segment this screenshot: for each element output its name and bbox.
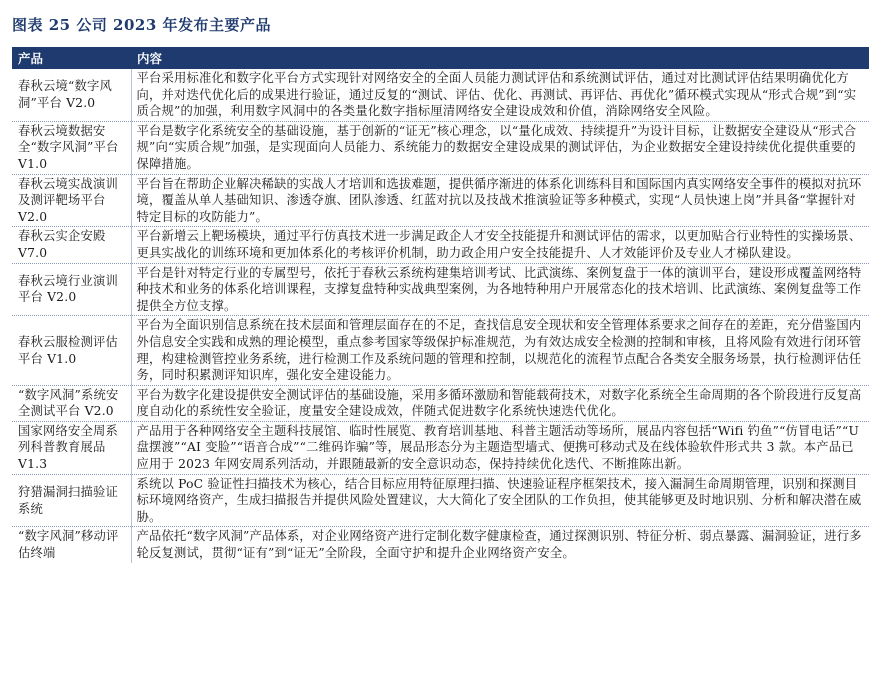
product-content: 平台是数字化系统安全的基础设施，基于创新的“证无”核心理念，以“量化成效、持续提升”为设计目标，让数据安全建设从“形式合规”向“实质合规”加强，是实现面向人员能力、系统能力的数据安全建设成果的测试评估，为企业数据安全建设持续优化提供重要的保障措施。	[131, 121, 869, 174]
product-content: 平台采用标准化和数字化平台方式实现针对网络安全的全面人员能力测试评估和系统测试评估，通过对比测试评估结果明确优化方向，并对迭代优化后的成果进行验证，通过反复的“测试、评估、优化、再测试、再评估、再优化”循环模式实现从“形式合规”到“实质合规”的加强，利用数字风洞中的各类量化数字指标厘清网络安全建设成效和价值，消除网络安全风险。	[131, 69, 869, 121]
table-row	[12, 263, 869, 316]
product-name: 春秋云实企安殿 V7.0	[12, 227, 131, 263]
product-name: 春秋云境行业演训平台 V2.0	[12, 263, 131, 316]
table-row	[12, 174, 869, 227]
table-row	[12, 527, 869, 563]
product-content: 平台新增云上靶场模块，通过平行仿真技术进一步满足政企人才安全技能提升和测试评估的需求，以更加贴合行业特性的实操场景、更具实战化的训练环境和更加体系化的考核评价机制，助力政企用户安全技能提升、人才效能评价及专业人才梯队建设。	[131, 227, 869, 263]
product-name: 狩猎漏洞扫描验证系统	[12, 474, 131, 527]
product-content: 平台是针对特定行业的专属型号，依托于春秋云系统构建集培训考试、比武演练、案例复盘于一体的演训平台，建设形成覆盖网络特种技术和业务的体系化培训课程，支撑复盘特种实战典型案例，为各地特种用户开展常态化的技术培训、比武演练、案例复盘等工作提供全方位支撑。	[131, 263, 869, 316]
product-name: 春秋云境实战演训及测评靶场平台 V2.0	[12, 174, 131, 227]
product-content: 系统以 PoC 验证性扫描技术为核心，结合目标应用特征原理扫描、快速验证程序框架技术，接入漏洞生命周期管理，识别和探测目标环境网络资产，生成扫描报告并提供风险处置建议，大大简化了安全团队的工作负担，使其能够更及时地识别、分析和解决潜在威胁。	[131, 474, 869, 527]
table-row	[12, 316, 869, 385]
product-content: 平台为全面识别信息系统在技术层面和管理层面存在的不足，查找信息安全现状和安全管理体系要求之间存在的差距，充分借鉴国内外信息安全实践和成熟的理论模型，重点参考国家等级保护标准规范，为有效达成安全检测的控制和审核，且将风险有效进行闭环管理，构建检测管控业务系统，进行检测工作及系统问题的管理和控制，以规范化的流程节点配合各类安全服务场景，执行检测评估任务，同时积累测评知识库，强化安全建设能力。	[131, 316, 869, 385]
table-row	[12, 474, 869, 527]
product-name: 国家网络安全周系列科普教育展品 V1.3	[12, 421, 131, 474]
table-row	[12, 421, 869, 474]
product-name: 春秋云境“数字风洞”平台 V2.0	[12, 69, 131, 121]
product-content: 产品用于各种网络安全主题科技展馆、临时性展览、教育培训基地、科普主题活动等场所，展品内容包括“Wifi 钓鱼”“仿冒电话”“U 盘摆渡”“AI 变脸”“语音合成”“二维码诈骗”等，展品形态分为主题造型墙式、便携可移动式及在线体验软件形式共 3 款。本产品已应用于 2023 年网安周系列活动，并跟随最新的安全意识动态，保持持续优化迭代、不断推陈出新。	[131, 421, 869, 474]
table-row	[12, 121, 869, 174]
product-name: “数字风洞”移动评估终端	[12, 527, 131, 563]
product-name: 春秋云境数据安全“数字风洞”平台 V1.0	[12, 121, 131, 174]
product-content: 平台旨在帮助企业解决稀缺的实战人才培训和选拔难题，提供循序渐进的体系化训练科目和国际国内真实网络安全事件的模拟对抗环境，覆盖从单人基础知识、渗透夺旗、团队渗透、红蓝对抗以及技战术推演验证等多种模式，实现“人员快速上岗”并具备“掌握针对特定目标的攻防能力”。	[131, 174, 869, 227]
table-row	[12, 69, 869, 121]
header-content: 内容	[131, 47, 869, 69]
table-header-row	[12, 47, 869, 69]
product-content: 平台为数字化建设提供安全测试评估的基础设施，采用多循环激励和智能载荷技术，对数字化系统全生命周期的各个阶段进行反复高度自动化的系统性安全验证，度量安全建设成效，伴随式促进数字化系统快速迭代优化。	[131, 385, 869, 421]
table-row	[12, 385, 869, 421]
product-name: “数字风洞”系统安全测试平台 V2.0	[12, 385, 131, 421]
table-row	[12, 227, 869, 263]
product-name: 春秋云服检测评估平台 V1.0	[12, 316, 131, 385]
product-content: 产品依托“数字风洞”产品体系，对企业网络资产进行定制化数字健康检查，通过探测识别、特征分析、弱点暴露、漏洞验证，进行多轮反复测试，贯彻“证有”到“证无”全阶段，全面守护和提升企业网络资产安全。	[136, 529, 862, 561]
page-title: 图表 25 公司 2023 年发布主要产品	[12, 16, 272, 34]
product-table	[12, 47, 869, 563]
header-product: 产品	[12, 47, 131, 69]
